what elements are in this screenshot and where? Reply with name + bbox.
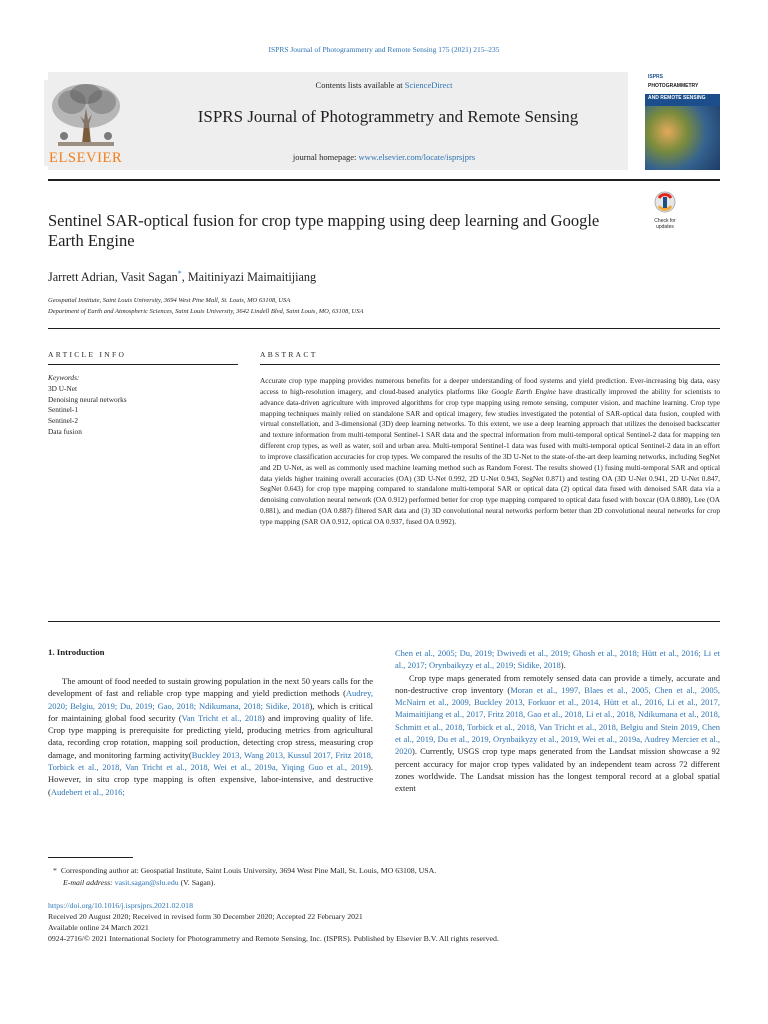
- abstract-rule: [260, 364, 720, 365]
- cover-line-2: PHOTOGRAMMETRY: [648, 83, 699, 89]
- corresponding-author-mark[interactable]: *: [177, 269, 182, 278]
- email-label: E-mail address:: [63, 878, 113, 887]
- citation-link[interactable]: Audebert et al., 2016;: [50, 786, 125, 797]
- citation-link[interactable]: Moran et al., 1997, Blaes et al., 2005, Chen et al., 2005, McNairn et al., 2009, Buckley 2013, Forkuor et al., 2014, Hütt et al., 2016, Li et al., 2017, Maimaitijiang et al., 2017, Fritz 2018, Gao et al., 2018, Li et al., 2018, Ndikumana et al., 2018, Schmitt et al., 2018, Torbick et al., 2018, Van Tricht et al., 2018, Belgiu and Stein 2019, Chen et al., 2019, Du et al., 2019, Orynbaikyzy et al., 2019, Wei et al., 2019a, Audrey Mercier et al., 2020: [395, 684, 720, 757]
- keyword: 3D U-Net: [48, 383, 77, 393]
- received-dates: Received 20 August 2020; Received in revised form 30 December 2020; Accepted 22 February 2021: [48, 912, 363, 921]
- affiliation-rule: [48, 328, 720, 329]
- journal-cover-thumbnail[interactable]: [645, 72, 720, 170]
- copyright-notice: 0924-2716/© 2021 International Society for Photogrammetry and Remote Sensing, Inc. (ISPRS). Published by Elsevier B.V. All rights reserved.: [48, 934, 499, 943]
- check-for-updates-badge[interactable]: [648, 191, 682, 230]
- contents-prefix: Contents lists available at: [315, 80, 405, 90]
- intro-text: ).: [560, 660, 566, 671]
- check-updates-label-1: Check for: [654, 218, 676, 224]
- footnote-corresponding-text: Corresponding author at: Geospatial Institute, Saint Louis University, 3694 West Pine Mall, St. Louis, MO 63108, USA.: [60, 866, 437, 875]
- journal-title: ISPRS Journal of Photogrammetry and Remote Sensing: [197, 107, 579, 126]
- introduction-right-column: [395, 647, 720, 795]
- affiliation-1: Geospatial Institute, Saint Louis University, 3694 West Pine Mall, St. Louis, MO 63108, USA: [48, 297, 291, 304]
- keywords-label: Keywords:: [48, 373, 80, 382]
- citation-link[interactable]: Buckley 2013, Wang 2013, Kussul 2017, Fritz 2018, Torbick et al., 2018, Van Tricht et al., 2018, Wei et al., 2019a, Yiqing Guo et al., 2019: [48, 749, 373, 773]
- intro-text: ), which is critical for maintaining global food security (: [48, 700, 373, 723]
- homepage-prefix: journal homepage:: [292, 152, 359, 162]
- email-suffix: (V. Sagan).: [178, 878, 216, 887]
- abstract-bottom-rule: [48, 621, 720, 622]
- intro-text: ) and improving quality of life. Crop type mapping is prerequisite for predicting yield, producing metrics from agricultural data, recording crop rotation, mapping soil production, detecting crop stress, measuring crop damage, and monitoring farming activity(: [48, 712, 373, 760]
- intro-text: ). Currently, USGS crop type maps generated from the Landsat mission showcase a 92 percent accuracy for major crop types validated by an independent team across 72 different zones worldwide. The Landsat mission has the longest temporal record at a global spatial extent: [395, 746, 720, 794]
- article-info-heading: ARTICLE INFO: [48, 350, 127, 359]
- header-rule: [48, 179, 720, 181]
- keywords-block: [48, 373, 127, 438]
- author-list: [48, 269, 316, 285]
- introduction-left-column: [48, 675, 373, 798]
- cover-line-3: AND REMOTE SENSING: [648, 95, 706, 101]
- authors-part-1: Jarrett Adrian, Vasit Sagan: [48, 270, 178, 285]
- article-title: Sentinel SAR-optical fusion for crop type mapping using deep learning and Google Earth Engine: [48, 211, 600, 250]
- cover-earth-image: [645, 106, 720, 170]
- citation-link[interactable]: Chen et al., 2005; Du, 2019; Dwivedi et al., 2019; Ghosh et al., 2018; Hütt et al., 2016; Li et al., 2017; Orynbaikyzy et al., 2019; Sidike, 2018: [395, 648, 720, 671]
- abstract-heading: ABSTRACT: [260, 350, 318, 359]
- citation-link[interactable]: Van Tricht et al., 2018: [181, 712, 262, 723]
- intro-text: The amount of food needed to sustain growing population in the next 50 years calls for the development of fast and reliable crop type mapping and yield prediction methods (: [48, 676, 373, 699]
- abstract-text-part-2: have drastically improved the ability for scientists to advance data-driven agriculture with improved algorithms for crop type mapping using remote sensing, computer vision, and machine learning. Crop type mapping techniques mainly relied on standalone SAR and optical imagery, few studies investigated the potential of SAR-optical data fusion, coupled with virtual constellation, and 3-dimensional (3D) deep learning networks. To this extent, we use a deep learning approach that utilizes the denoised backscatter and texture information from multi-temporal Sentinel-1 SAR data and the spectral information from multi-temporal optical Sentinel-2 data for mapping ten different crop types, as well as water, soil and urban area. Multi-temporal Sentinel-1 data was fused with multi-temporal optical Sentinel-2 data in an effort to improve classification accuracies for crop types. We compared the results of the 3D U-Net to the state-of-the-art deep learning networks, including SegNet and 2D U-Net, as well as commonly used machine learning method such as Random Forest. The results showed (1) fusing multi-temporal SAR and optical data yields higher training overall accuracies (OA) (3D U-Net 0.992, 2D U-Net 0.943, SegNet 0.871) and testing OA (3D U-Net 0.941, 2D U-Net 0.847, SegNet 0.643) for crop type mapping compared to standalone multi-temporal SAR or optical data (2) optical data fused with denoised SAR data via a denoising convolution neural network (OA 0.912) performed better for crop type mapping compared to optical data fused with boxcar (OA 0.880), Lee (OA 0.881), and median (OA 0.887) filtered SAR data and (3) 3D convolutional neural networks perform better than 2D convolutional neural networks for crop type mapping (SAR OA 0.912, optical OA 0.937, fused OA 0.992).: [260, 386, 720, 526]
- keyword: Data fusion: [48, 426, 82, 436]
- footnote-mark: *: [53, 866, 57, 875]
- abstract-text-part-1: Accurate crop type mapping provides numerous benefits for a deeper understanding of food systems and yield prediction. Ever-increasing big data, easy access to high-resolution imagery, and cloud-based analytics platforms like: [260, 376, 720, 396]
- doi-link[interactable]: https://doi.org/10.1016/j.isprsjprs.2021.02.018: [48, 901, 193, 910]
- article-footer: [48, 900, 499, 944]
- intro-text: Crop type maps generated from remotely sensed data can provide a timely, accurate and non-destructive crop inventory (: [395, 672, 720, 695]
- homepage-link[interactable]: www.elsevier.com/locate/isprsjprs: [358, 152, 476, 162]
- sciencedirect-link[interactable]: ScienceDirect: [404, 80, 453, 90]
- citation-link[interactable]: Audrey, 2020; Belgiu, 2019; Du, 2019; Gao, 2018; Ndikumana, 2018; Sidike, 2018: [48, 688, 373, 711]
- elsevier-wordmark: ELSEVIER: [49, 150, 123, 166]
- check-updates-icon: [648, 191, 682, 213]
- email-link[interactable]: vasit.sagan@slu.edu: [114, 878, 179, 887]
- abstract-italic-term: Google Earth Engine: [491, 386, 556, 396]
- article-info-rule: [48, 364, 238, 365]
- keyword: Sentinel-2: [48, 416, 78, 426]
- footnote-rule: [48, 857, 133, 858]
- journal-reference[interactable]: ISPRS Journal of Photogrammetry and Remote Sensing 175 (2021) 215–235: [268, 45, 500, 54]
- check-updates-label-2: updates: [656, 224, 674, 230]
- introduction-heading: 1. Introduction: [48, 647, 105, 657]
- email-footnote: [63, 878, 215, 887]
- available-online: Available online 24 March 2021: [48, 923, 149, 932]
- keyword: Sentinel-1: [48, 405, 78, 415]
- corresponding-footnote: [53, 866, 436, 875]
- authors-part-2: , Maitiniyazi Maimaitijiang: [181, 270, 317, 285]
- intro-text: ). However, in situ crop type mapping is often expensive, labor-intensive, and destructive (: [48, 762, 373, 797]
- abstract-text: [260, 376, 720, 528]
- cover-line-1: ISPRS: [648, 74, 664, 80]
- affiliation-2: Department of Earth and Atmospheric Sciences, Saint Louis University, 3642 Lindell Blvd, Saint Louis, MO, 63108, USA: [48, 308, 364, 315]
- keyword: Denoising neural networks: [48, 394, 127, 404]
